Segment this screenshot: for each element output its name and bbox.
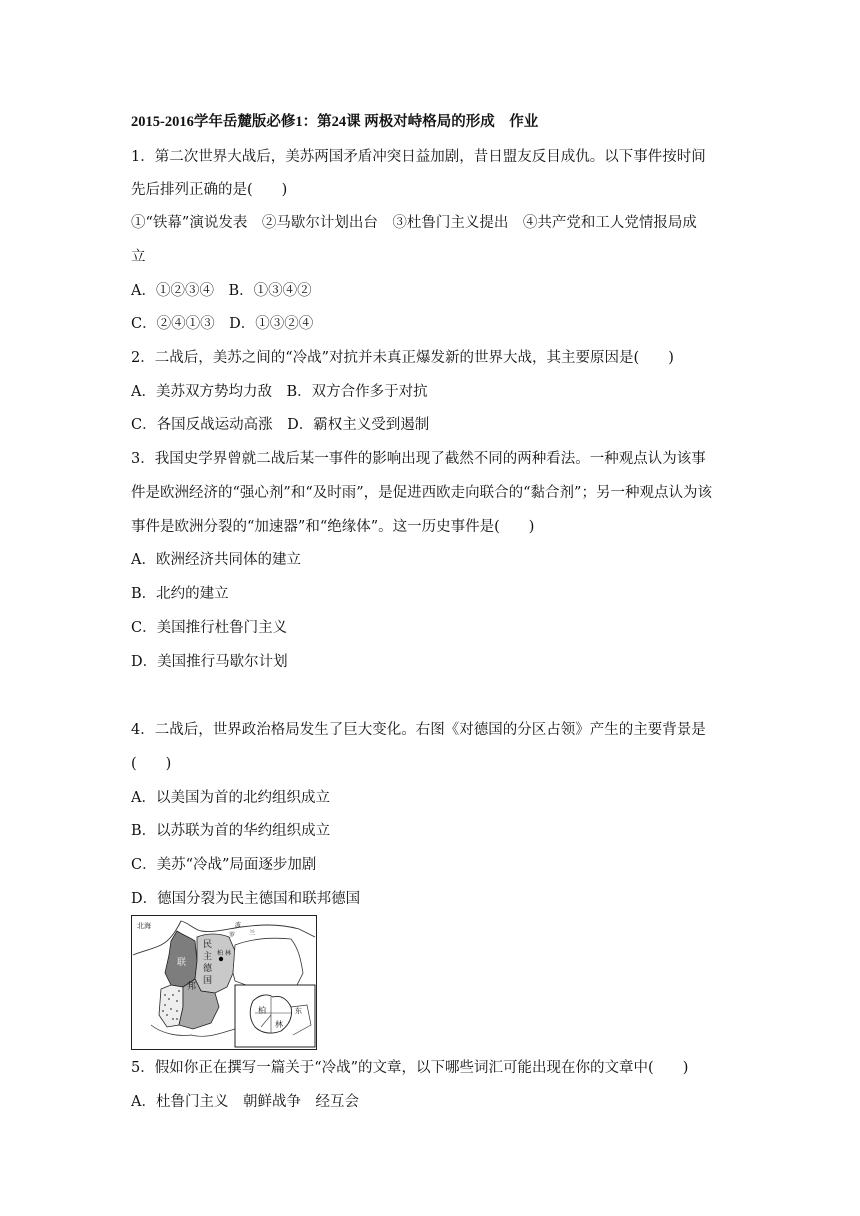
q5-option-a: A．杜鲁门主义 朝鲜战争 经互会 [131, 1094, 359, 1110]
map-label-berlin-lin: 林 [225, 950, 232, 957]
map-label-lan: 兰 [249, 930, 256, 937]
q4-option-a: A．以美国为首的北约组织成立 [131, 790, 330, 806]
map-label-poland: 波 [235, 922, 242, 929]
q4-stem-line1: 4．二战后，世界政治格局发生了巨大变化。右图《对德国的分区占领》产生的主要背景是 [131, 722, 706, 738]
map-label-zhu: 主 [203, 952, 213, 962]
q1-items-line1: ①“铁幕”演说发表 ②马歇尔计划出台 ③杜鲁门主义提出 ④共产党和工人党情报局成 [131, 215, 697, 231]
q3-option-a: A．欧洲经济共同体的建立 [131, 552, 301, 568]
q1-items-line2: 立 [131, 249, 146, 265]
q2-options-line2: C．各国反战运动高涨 D．霸权主义受到遏制 [131, 417, 430, 433]
q1-options-line1: A．①②③④ B．①③④② [131, 283, 312, 299]
map-label-de: 德 [203, 964, 213, 974]
inset-label-bo: 柏 [258, 1006, 266, 1015]
q3-stem-line2: 件是欧洲经济的“强心剂”和“及时雨”，是促进西欧走向联合的“黏合剂”；另一种观点认为该 [131, 485, 712, 501]
q1-stem-line1: 1．第二次世界大战后，美苏两国矛盾冲突日益加剧，昔日盟友反目成仇。以下事件按时间 [131, 149, 706, 165]
q3-option-d: D．美国推行马歇尔计划 [131, 654, 288, 670]
germany-occupation-map [131, 915, 317, 1050]
q3-option-c: C．美国推行杜鲁门主义 [131, 620, 288, 636]
map-label-guo: 国 [203, 976, 213, 986]
q2-options-line1: A．美苏双方势均力敌 B．双方合作多于对抗 [131, 384, 428, 400]
map-label-min: 民 [203, 940, 213, 950]
q2-stem: 2．二战后，美苏之间的“冷战”对抗并未真正爆发新的世界大战，其主要原因是( ) [131, 350, 674, 366]
q3-stem-line1: 3．我国史学界曾就二战后某一事件的影响出现了截然不同的两种看法。一种观点认为该事 [131, 451, 706, 467]
inset-label-lin: 林 [275, 1020, 283, 1029]
map-label-berlin-bo: 柏 [217, 950, 224, 957]
q4-stem-line2: ( ) [131, 756, 172, 772]
q3-option-b: B．北约的建立 [131, 586, 229, 602]
q4-option-c: C．美苏“冷战”局面逐步加剧 [131, 857, 317, 873]
poland-outline [233, 938, 303, 991]
q3-stem-line3: 事件是欧洲分裂的“加速器”和“绝缘体”。这一历史事件是( ) [131, 519, 535, 535]
q1-options-line2: C．②④①③ D．①③②④ [131, 316, 314, 332]
map-label-sea: 北海 [137, 922, 151, 930]
q4-option-b: B．以苏联为首的华约组织成立 [131, 823, 331, 839]
q4-option-d: D．德国分裂为民主德国和联邦德国 [131, 891, 361, 907]
berlin-dot [219, 957, 223, 961]
q1-stem-line2: 先后排列正确的是( ) [131, 182, 288, 198]
q5-stem: 5．假如你正在撰写一篇关于“冷战”的文章，以下哪些词汇可能出现在你的文章中( ) [131, 1060, 689, 1076]
document-title: 2015-2016学年岳麓版必修1：第24课 两极对峙格局的形成 作业 [131, 114, 539, 130]
map-label-luo: 罗 [229, 932, 236, 939]
inset-label-dong: 东 [295, 1007, 302, 1015]
map-label-bang: 邦 [187, 982, 197, 992]
map-label-lian: 联 [177, 958, 187, 968]
